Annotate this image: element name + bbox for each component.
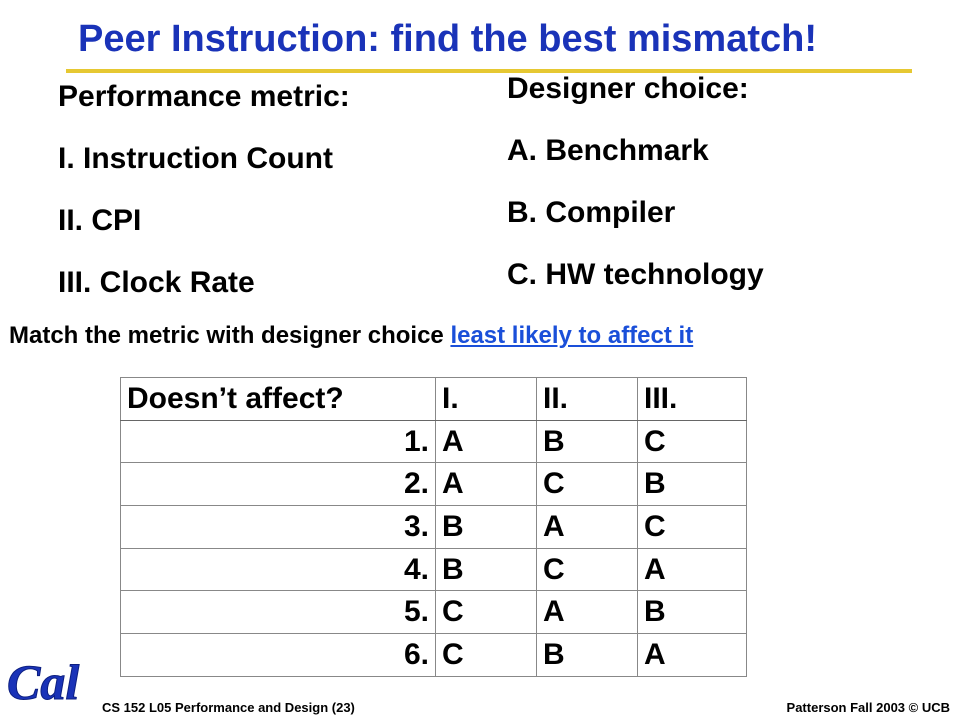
table-row: [121, 548, 747, 591]
footer-copyright: Patterson Fall 2003 © UCB: [786, 700, 950, 715]
table-cell: C: [436, 591, 537, 634]
row-number: 6.: [121, 634, 436, 677]
table-row: [121, 591, 747, 634]
row-number: 2.: [121, 463, 436, 506]
table-row: [121, 506, 747, 549]
table-cell: A: [638, 548, 747, 591]
table-cell: B: [537, 634, 638, 677]
table-cell: B: [436, 506, 537, 549]
row-number: 4.: [121, 548, 436, 591]
table-header-cell: III.: [638, 378, 747, 421]
choice-item: A. Benchmark: [507, 134, 709, 167]
instruction-line: [9, 322, 693, 350]
answer-table: [120, 377, 747, 677]
table-cell: A: [537, 591, 638, 634]
metrics-heading: Performance metric:: [58, 80, 350, 113]
slide-title: Peer Instruction: find the best mismatch!: [78, 18, 817, 60]
instruction-text: Match the metric with designer choice: [9, 322, 451, 349]
row-number: 3.: [121, 506, 436, 549]
choice-item: B. Compiler: [507, 196, 676, 229]
cal-logo-icon: [4, 650, 96, 708]
table-row: [121, 420, 747, 463]
choices-heading: Designer choice:: [507, 72, 749, 105]
table-cell: C: [638, 420, 747, 463]
title-underline-rule: [66, 69, 912, 73]
metric-item: I. Instruction Count: [58, 142, 333, 175]
table-cell: B: [638, 463, 747, 506]
table-cell: A: [436, 420, 537, 463]
row-number: 1.: [121, 420, 436, 463]
table-cell: B: [436, 548, 537, 591]
table-cell: C: [537, 463, 638, 506]
table-cell: C: [638, 506, 747, 549]
cal-logo-text: Cal: [7, 654, 80, 708]
table-header-cell: Doesn’t affect?: [121, 378, 436, 421]
table-header-cell: II.: [537, 378, 638, 421]
row-number: 5.: [121, 591, 436, 634]
metric-item: III. Clock Rate: [58, 266, 255, 299]
table-row: [121, 634, 747, 677]
table-cell: B: [638, 591, 747, 634]
table-cell: A: [638, 634, 747, 677]
footer-course: CS 152 L05 Performance and Design (23): [102, 700, 355, 715]
table-cell: C: [436, 634, 537, 677]
table-header-cell: I.: [436, 378, 537, 421]
table-cell: A: [537, 506, 638, 549]
table-cell: A: [436, 463, 537, 506]
instruction-link[interactable]: least likely to affect it: [450, 322, 694, 349]
table-cell: C: [537, 548, 638, 591]
table-header-row: [121, 378, 747, 421]
table-cell: B: [537, 420, 638, 463]
choice-item: C. HW technology: [507, 258, 764, 291]
metric-item: II. CPI: [58, 204, 142, 237]
table-row: [121, 463, 747, 506]
